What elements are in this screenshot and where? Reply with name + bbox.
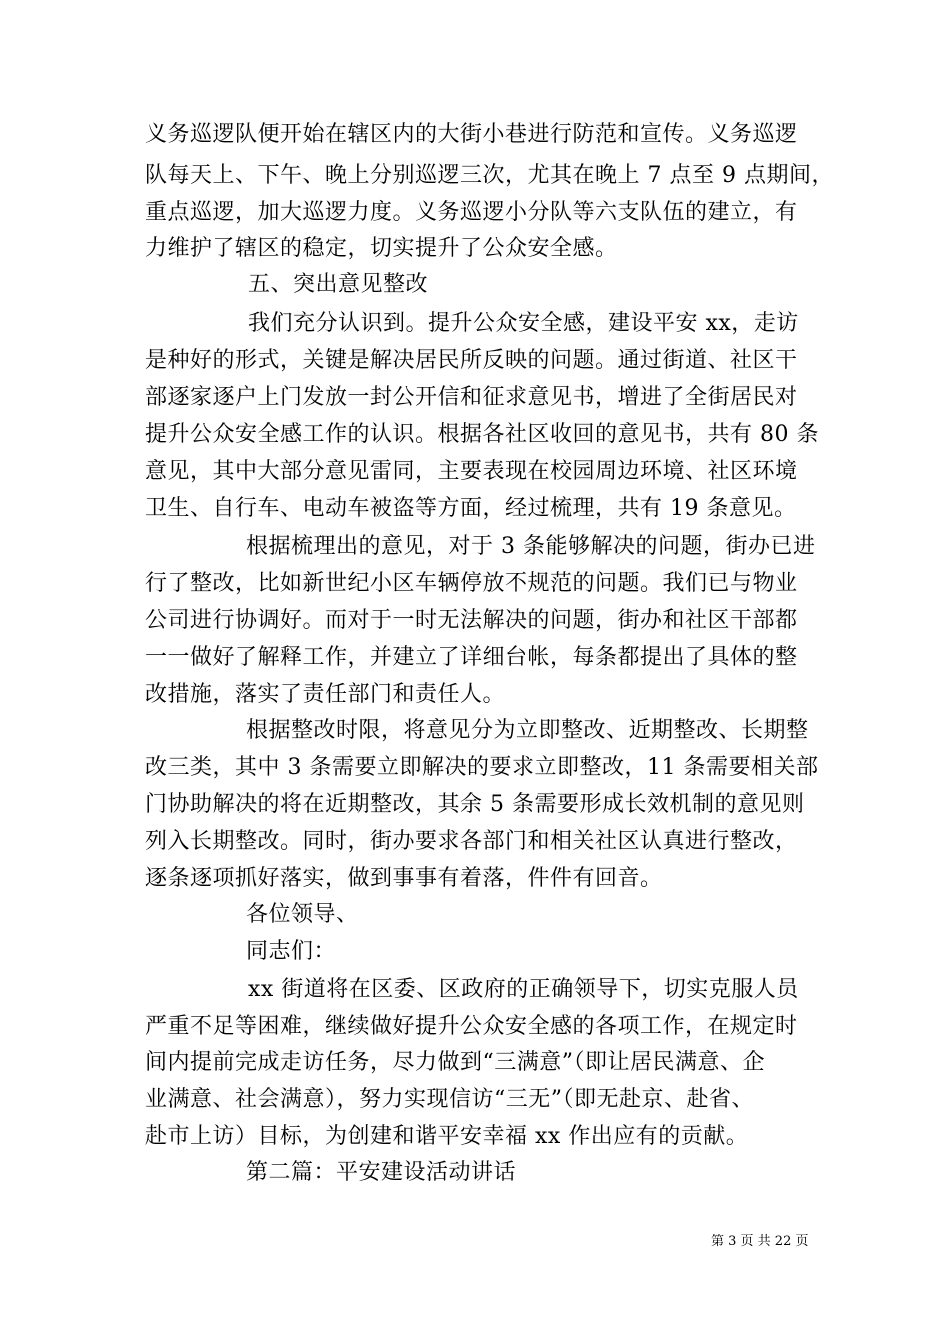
text-line: 一一做好了解释工作，并建立了详细台帐，每条都提出了具体的整 (145, 645, 798, 670)
text-line: 重点巡逻，加大巡逻力度。义务巡逻小分队等六支队伍的建立，有 (145, 200, 798, 225)
text-line: 行了整改，比如新世纪小区车辆停放不规范的问题。我们已与物业 (145, 571, 798, 596)
text-line: 义务巡逻队便开始在辖区内的大街小巷进行防范和宣传。义务巡逻 (145, 122, 798, 147)
text-line: 逐条逐项抓好落实，做到事事有着落，件件有回音。 (145, 866, 663, 891)
salutation: 同志们： (246, 939, 337, 964)
text-line: 力维护了辖区的稳定，切实提升了公众安全感。 (145, 236, 618, 261)
text-line: 列入长期整改。同时，街办要求各部门和相关社区认真进行整改， (145, 829, 798, 854)
section-heading: 五、突出意见整改 (248, 272, 429, 297)
section-title: 第二篇：平安建设活动讲话 (246, 1160, 517, 1185)
page-number: 第 3 页 共 22 页 (711, 1234, 809, 1249)
text-line: 赴市上访）目标，为创建和谐平安幸福 xx 作出应有的贡献。 (145, 1124, 749, 1149)
text-line: 改措施，落实了责任部门和责任人。 (145, 682, 506, 707)
text-line: 门协助解决的将在近期整改，其余 5 条需要形成长效机制的意见则 (145, 792, 805, 817)
text-line: 根据梳理出的意见，对于 3 条能够解决的问题，街办已进 (246, 534, 816, 559)
text-line: 业满意、社会满意），努力实现信访“三无”（即无赴京、赴省、 (145, 1087, 754, 1112)
text-line: xx 街道将在区委、区政府的正确领导下，切实克服人员 (248, 977, 799, 1002)
text-line: 意见，其中大部分意见雷同，主要表现在校园周边环境、社区环境 (145, 459, 798, 484)
text-line: 提升公众安全感工作的认识。根据各社区收回的意见书，共有 80 条 (145, 422, 819, 447)
text-line: 改三类，其中 3 条需要立即解决的要求立即整改，11 条需要相关部 (145, 755, 819, 780)
text-line: 我们充分认识到。提升公众安全感，建设平安 xx，走访 (248, 311, 799, 336)
text-line: 是种好的形式，关键是解决居民所反映的问题。通过街道、社区干 (145, 348, 798, 373)
text-line: 根据整改时限，将意见分为立即整改、近期整改、长期整 (246, 718, 809, 743)
text-line: 队每天上、下午、晚上分别巡逻三次，尤其在晚上 7 点至 9 点期间， (145, 163, 834, 188)
text-line: 间内提前完成走访任务，尽力做到“三满意”（即让居民满意、企 (145, 1050, 765, 1075)
salutation: 各位领导、 (246, 902, 359, 927)
text-line: 卫生、自行车、电动车被盗等方面，经过梳理，共有 19 条意见。 (145, 496, 797, 521)
text-line: 严重不足等困难，继续做好提升公众安全感的各项工作，在规定时 (145, 1014, 798, 1039)
text-line: 部逐家逐户上门发放一封公开信和征求意见书，增进了全街居民对 (145, 385, 798, 410)
text-line: 公司进行协调好。而对于一时无法解决的问题，街办和社区干部都 (145, 608, 798, 633)
